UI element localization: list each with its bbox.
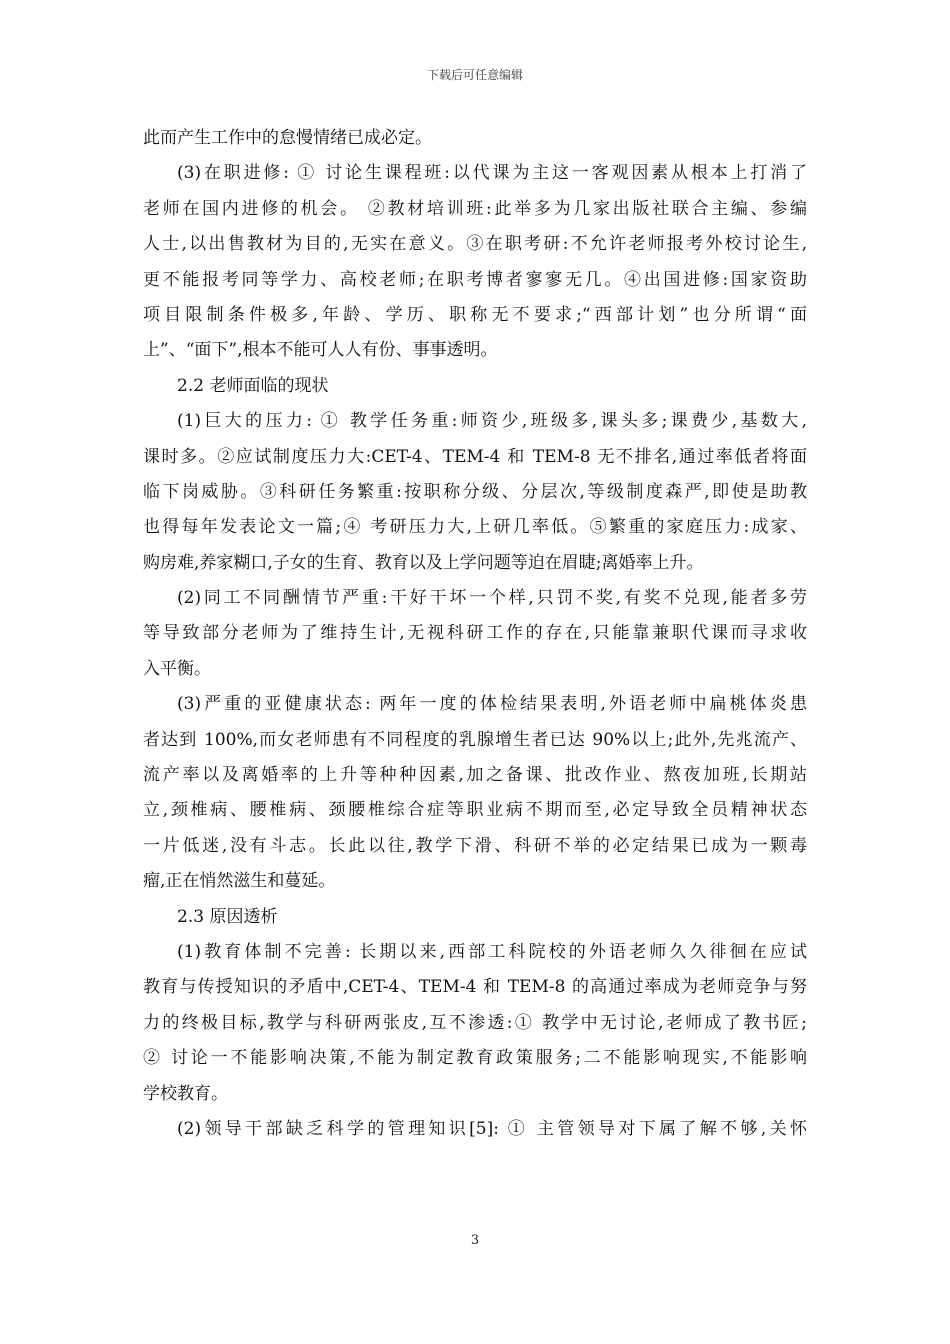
document-body <box>143 121 807 1147</box>
paragraph-line: 入平衡。 <box>143 658 211 679</box>
paragraph-line: 上”、“面下”,根本不能可人人有份、事事透明。 <box>143 340 498 361</box>
paragraph-line: (2)领导干部缺乏科学的管理知识[5]: ① 主管领导对下属了解不够,关怀 <box>177 1118 807 1139</box>
section-heading: 2.3 原因透析 <box>177 906 278 927</box>
paragraph-line: 力的终极目标,教学与科研两张皮,互不渗透:① 教学中无讨论,老师成了教书匠; <box>143 1012 807 1033</box>
paragraph-line: 此而产生工作中的怠慢情绪已成必定。 <box>143 128 432 148</box>
paragraph-line: (1)巨大的压力: ① 教学任务重:师资少,班级多,课头多;课费少,基数大, <box>177 411 807 432</box>
paragraph-line: (1)教育体制不完善: 长期以来,西部工科院校的外语老师久久徘徊在应试 <box>177 941 807 962</box>
paragraph-line: 也得每年发表论文一篇;④ 考研压力大,上研几率低。⑤繁重的家庭压力:成家、 <box>143 517 807 538</box>
paragraph-line: 一片低迷,没有斗志。长此以往,教学下滑、科研不举的必定结果已成为一颗毒 <box>143 835 807 856</box>
section-heading: 2.2 老师面临的现状 <box>177 375 329 396</box>
paragraph-line: 等导致部分老师为了维持生计,无视科研工作的存在,只能靠兼职代课而寻求收 <box>143 623 807 644</box>
page-header: 下载后可任意编辑 <box>426 68 523 82</box>
paragraph-line: ② 讨论一不能影响决策,不能为制定教育政策服务;二不能影响现实,不能影响 <box>143 1048 807 1069</box>
page-number: 3 <box>470 1233 480 1248</box>
paragraph-line: 人士,以出售教材为目的,无实在意义。③在职考研:不允许老师报考外校讨论生, <box>143 234 807 255</box>
paragraph-line: 瘤,正在悄然滋生和蔓延。 <box>143 871 336 892</box>
paragraph-line: 更不能报考同等学力、高校老师;在职考博者寥寥无几。④出国进修:国家资助 <box>143 269 807 290</box>
paragraph-line: 老师在国内进修的机会。 ②教材培训班:此举多为几家出版社联合主编、参编 <box>143 198 807 219</box>
paragraph-line: 购房难,养家糊口,子女的生育、教育以及上学问题等迫在眉睫;离婚率上升。 <box>143 552 704 573</box>
paragraph-line: 课时多。②应试制度压力大:CET-4、TEM-4 和 TEM-8 无不排名,通过率低者将面 <box>143 446 807 467</box>
paragraph-line: (3)在职进修: ① 讨论生课程班:以代课为主这一客观因素从根本上打消了 <box>177 163 807 184</box>
paragraph-line: (2)同工不同酬情节严重:干好干坏一个样,只罚不奖,有奖不兑现,能者多劳 <box>177 588 807 609</box>
paragraph-line: 教育与传授知识的矛盾中,CET-4、TEM-4 和 TEM-8 的高通过率成为老师竞争与努 <box>143 977 807 998</box>
paragraph-line: 立,颈椎病、腰椎病、颈腰椎综合症等职业病不期而至,必定导致全员精神状态 <box>143 800 807 821</box>
paragraph-line: 学校教育。 <box>143 1083 228 1104</box>
paragraph-line: 流产率以及离婚率的上升等种种因素,加之备课、批改作业、熬夜加班,长期站 <box>143 765 807 786</box>
paragraph-line: 临下岗威胁。③科研任务繁重:按职称分级、分层次,等级制度森严,即使是助教 <box>143 481 807 502</box>
paragraph-line: 者达到 100%,而女老师患有不同程度的乳腺增生者已达 90%以上;此外,先兆流产、 <box>143 729 807 750</box>
paragraph-line: (3)严重的亚健康状态: 两年一度的体检结果表明,外语老师中扁桃体炎患 <box>177 694 807 715</box>
paragraph-line: 项目限制条件极多,年龄、学历、职称无不要求;“西部计划”也分所谓“面 <box>143 304 807 325</box>
